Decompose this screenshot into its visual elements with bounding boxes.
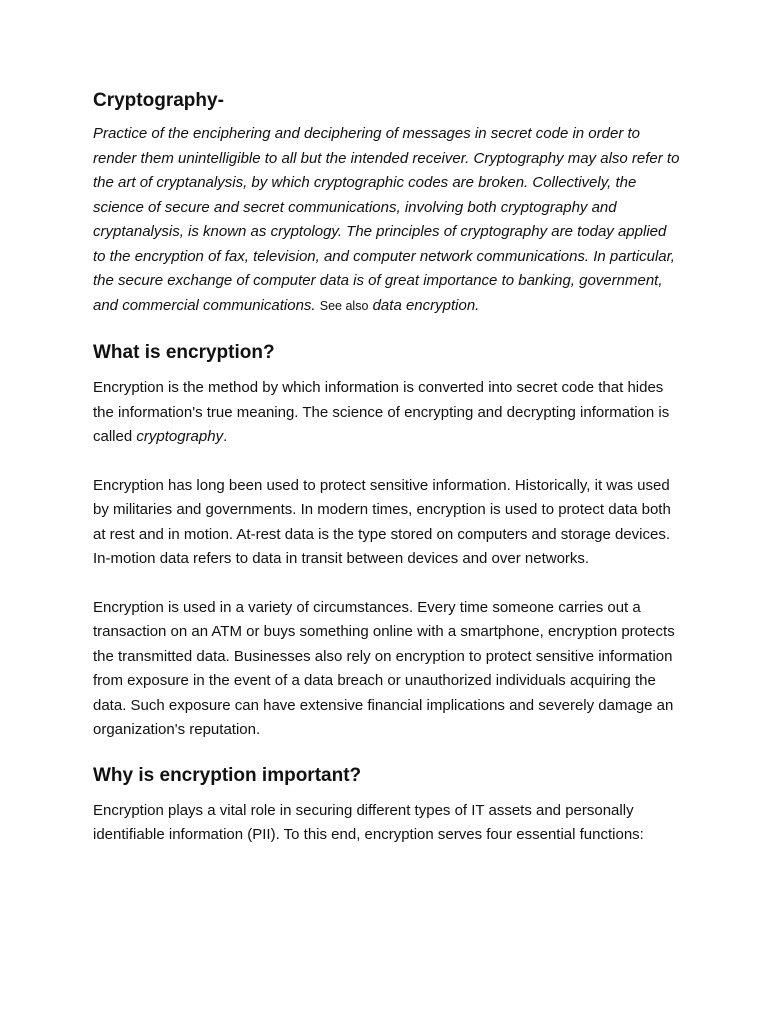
why-encryption-paragraph-1: Encryption plays a vital role in securing different types of IT assets and personally identifiable information (PII). To this end, encryption serves four essential functions: bbox=[93, 801, 644, 843]
document-page bbox=[93, 86, 683, 848]
see-also-prefix: See also bbox=[319, 298, 369, 313]
what-paragraph-1-text: Encryption is the method by which information is converted into secret code that hides the information's true meaning. The science of encrypting and decrypting information is called bbox=[93, 379, 670, 445]
what-is-encryption-paragraph-3: Encryption is used in a variety of circumstances. Every time someone carries out a transaction on an ATM or buys something online with a smartphone, encryption protects the transmitted data. Businesses also rely on encryption to protect sensitive information from exposure in the event of a data breach or unauthorized individuals acquiring the data. Such exposure can have extensive financial implications and severely damage an organization's reputation. bbox=[93, 598, 675, 738]
see-also-term: data encryption. bbox=[372, 296, 480, 314]
what-paragraph-1-end: . bbox=[223, 428, 228, 445]
cryptography-definition-paragraph bbox=[93, 122, 683, 318]
heading-why-encryption-important: Why is encryption important? bbox=[93, 764, 362, 786]
cryptography-definition-text: Practice of the enciphering and deciphering of messages in secret code in order to render them unintelligible to all but the intended receiver. Cryptography may also refer to the art of cryptanalysis, by which cryptographic codes are broken. Collectively, the science of secure and secret communications, involving both cryptography and cryptanalysis, is known as cryptology. The principles of cryptography are today applied to the encryption of fax, television, and computer network communications. In particular, the secure exchange of computer data is of great importance to banking, government, and commercial communications. bbox=[93, 125, 680, 314]
cryptography-term: cryptography bbox=[136, 428, 224, 445]
what-is-encryption-paragraph-2: Encryption has long been used to protect sensitive information. Historically, it was used by militaries and governments. In modern times, encryption is used to protect data both at rest and in motion. At-rest data is the type stored on computers and storage devices. In-motion data refers to data in transit between devices and over networks. bbox=[93, 476, 671, 567]
what-is-encryption-paragraph-1 bbox=[93, 376, 683, 450]
heading-cryptography: Cryptography- bbox=[93, 90, 224, 111]
heading-what-is-encryption: What is encryption? bbox=[93, 342, 275, 363]
